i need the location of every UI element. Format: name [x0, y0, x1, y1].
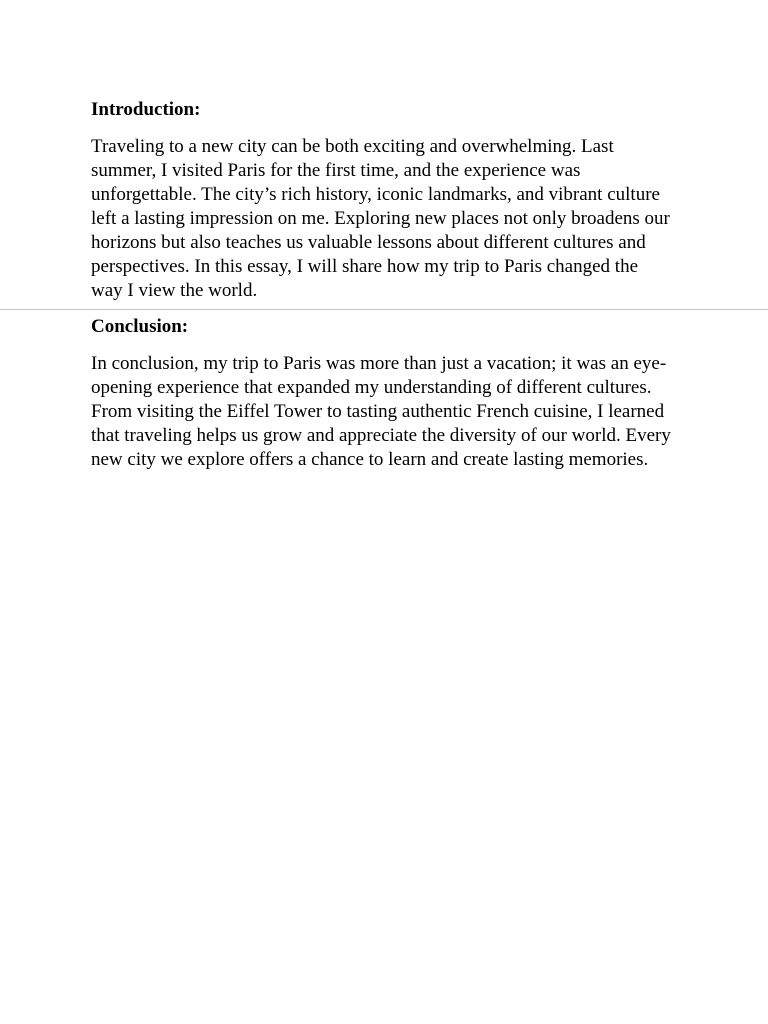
introduction-paragraph: Traveling to a new city can be both exciting and overwhelming. Last summer, I visited Paris for the first time, and the experience was unforgettable. The city’s rich history, iconic landmarks, and vibrant culture left a lasting impression on me. Exploring new places not only broadens our horizons but also teaches us valuable lessons about different cultures and perspectives. In this essay, I will share how my trip to Paris changed the way I view the world.	[91, 136, 670, 301]
introduction-heading: Introduction:	[91, 99, 201, 120]
section-divider	[0, 309, 768, 310]
conclusion-paragraph: In conclusion, my trip to Paris was more than just a vacation; it was an eye-opening experience that expanded my understanding of different cultures. From visiting the Eiffel Tower to tasting authentic French cuisine, I learned that traveling helps us grow and appreciate the diversity of our world. Every new city we explore offers a chance to learn and create lasting memories.	[91, 353, 671, 470]
conclusion-section	[91, 315, 671, 472]
introduction-section	[91, 98, 671, 303]
conclusion-heading: Conclusion:	[91, 316, 189, 337]
